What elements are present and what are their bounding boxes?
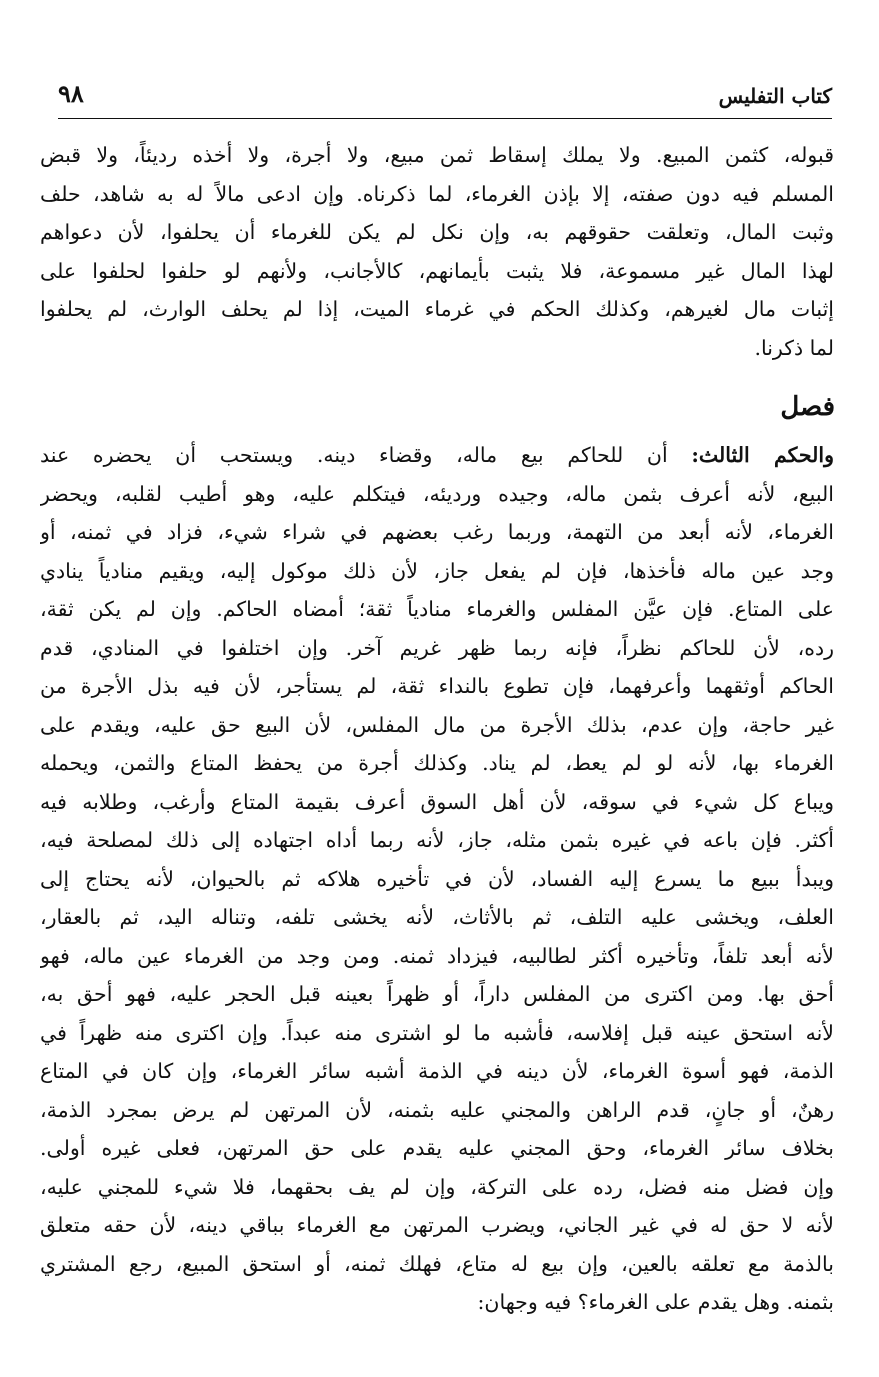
- text-line: [40, 436, 834, 475]
- text-line: لما ذكرنا.: [754, 335, 834, 360]
- text-line: وإن فضل منه فضل، رده على التركة، وإن لم يف بحقهما، فلا شيء للمجني عليه،: [40, 1174, 834, 1199]
- text-line: لأنه لا حق له في غير الجاني، ويضرب المرتهن مع الغرماء بباقي دينه، لأن حقه متعلق: [40, 1213, 834, 1237]
- text-line: وجد عين ماله فأخذها، فإن لم يفعل جاز، لأن ذلك موكول إليه، ويقيم منادياً ينادي: [40, 558, 834, 583]
- text-line: بثمنه. وهل يقدم على الغرماء؟ فيه وجهان:: [477, 1290, 834, 1314]
- text-line: أحق بها. ومن اكترى من المفلس داراً، أو ظهراً بعينه قبل الحجر عليه، فهو أحق به،: [40, 982, 834, 1006]
- page-number: ٩٨: [58, 79, 84, 108]
- text-line: الحاكم أوثقهما وأعرفهما، فإن تطوع بالنداء ثقة، لم يستأجر، لأن فيه بذل الأجرة من: [40, 674, 834, 698]
- text-line: رده، لأن للحاكم نظراً، فإنه ربما ظهر غريم آخر. وإن اختلفوا في المنادي، قدم: [40, 635, 834, 660]
- text-line: ويباع كل شيء في سوقه، لأن أهل السوق أعرف بقيمة المتاع وأرغب، وطلابه فيه: [40, 789, 834, 814]
- text-line: على المتاع. فإن عيَّن المفلس والغرماء منادياً ثقة؛ أمضاه الحاكم. وإن لم يكن ثقة،: [40, 597, 834, 621]
- lead-phrase: والحكم الثالث:: [691, 443, 834, 467]
- chapter-title: كتاب التفليس: [718, 84, 832, 108]
- header-rule: [58, 118, 832, 119]
- paragraph-2: [40, 436, 834, 1322]
- section-heading: فصل: [780, 392, 835, 422]
- text-line: رهنٌ، أو جانٍ، قدم الراهن والمجني عليه بثمنه، لأن المرتهن لم يرض بمجرد الذمة،: [40, 1097, 834, 1122]
- text-line: بالذمة مع تعلقه بالعين، وإن بيع له متاع، فهلك ثمنه، أو استحق المبيع، رجع المشتري: [40, 1251, 834, 1276]
- text-line: أكثر. فإن باعه في غيره بثمن مثله، جاز، لأنه ربما أداه اجتهاده إلى ذلك لمصلحة فيه،: [40, 828, 834, 852]
- text-line: قبوله، كثمن المبيع. ولا يملك إسقاط ثمن مبيع، ولا أجرة، ولا أخذه رديئاً، ولا قبض: [40, 143, 834, 167]
- text-line: وثبت المال، وتعلقت حقوقهم به، وإن نكل لم يكن للغرماء أن يحلفوا، لأن دعواهم: [40, 220, 834, 244]
- text-line: الغرماء بها، لأنه لو لم يعط، لم يناد. وكذلك أجرة من يحفظ المتاع والثمن، ويحمله: [40, 751, 834, 775]
- text-line: العلف، ويخشى عليه التلف، ثم بالأثاث، لأنه يخشى تلفه، وتناله اليد، ثم بالعقار،: [40, 905, 834, 929]
- page-header: [58, 78, 832, 112]
- text-line: بخلاف سائر الغرماء، وحق المجني عليه يقدم على حق المرتهن، فعلى غيره أولى.: [40, 1136, 834, 1160]
- text-line: البيع، لأنه أعرف بثمن ماله، وجيده ورديئه، فيتكلم عليه، وهو أطيب لقلبه، ويحضر: [40, 481, 834, 506]
- text-line: الغرماء، لأنه أبعد من التهمة، وربما رغب بعضهم في شراء شيء، فزاد في ثمنه، أو: [40, 520, 834, 544]
- text-line: ويبدأ ببيع ما يسرع إليه الفساد، لأن في تأخيره هلاكه ثم بالحيوان، لأنه يحتاج إلى: [40, 866, 834, 891]
- text-line: لهذا المال غير مسموعة، فلا يثبت بأيمانهم، كالأجانب، ولأنهم لو حلفوا لحلفوا على: [40, 258, 834, 283]
- text-line: غير حاجة، وإن عدم، بذلك الأجرة من مال المفلس، لأن البيع حق عليه، ويقدم على: [40, 712, 834, 737]
- text-line: إثبات مال لغيرهم، وكذلك الحكم في غرماء الميت، إذا لم يحلف الوارث، لم يحلفوا: [40, 297, 834, 321]
- text-line: لأنه أبعد تلفاً، وتأخيره أكثر لطالبيه، فيزداد ثمنه. ومن وجد من الغرماء عين ماله، فهو: [40, 943, 834, 968]
- text-line: لأنه استحق عينه قبل إفلاسه، فأشبه ما لو اشترى منه عبداً. وإن اكترى منه ظهراً في: [40, 1020, 834, 1045]
- paragraph-1: [40, 136, 834, 367]
- text-line: المسلم فيه دون صفته، إلا بإذن الغرماء، لما ذكرناه. وإن ادعى مالاً له به شاهد، حلف: [40, 181, 834, 206]
- text-line: الذمة، فهو أسوة الغرماء، لأن دينه في الذمة أشبه سائر الغرماء، وإن كان في المتاع: [40, 1059, 834, 1083]
- text-line-rest: أن للحاكم بيع ماله، وقضاء دينه. ويستحب أن يحضره عند: [40, 443, 692, 467]
